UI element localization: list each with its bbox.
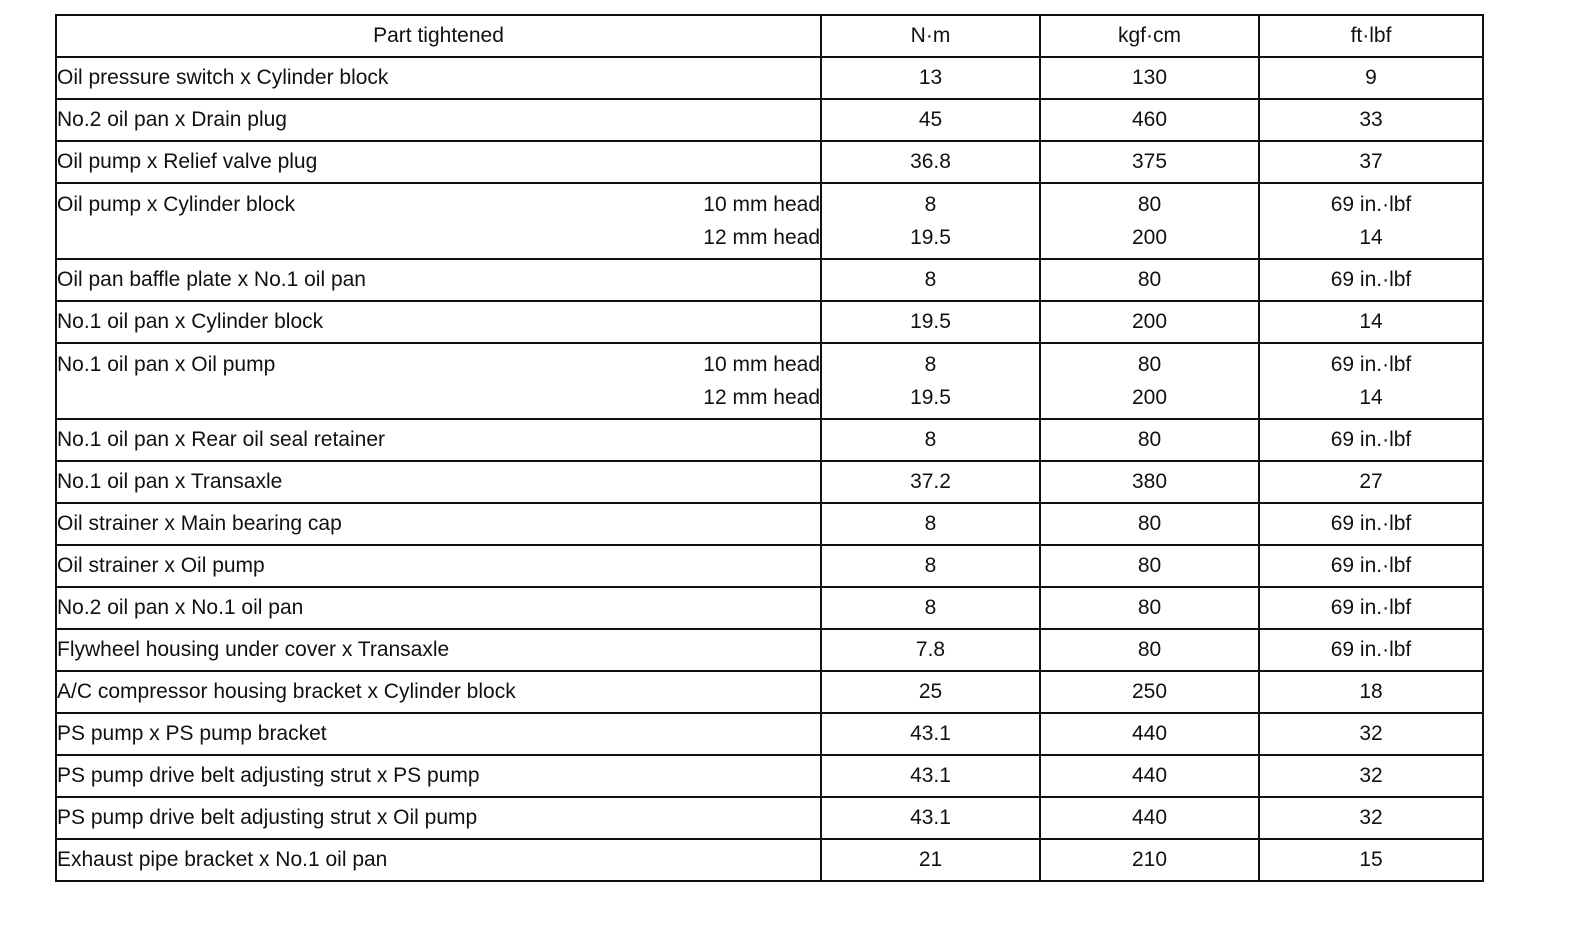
- cell-part: No.2 oil pan x Drain plug: [56, 99, 821, 141]
- cell-ft: 33: [1259, 99, 1483, 141]
- head-size-labels: [703, 188, 820, 254]
- value-kgf: 200: [1131, 226, 1168, 249]
- table-row: [56, 301, 1483, 343]
- cell-kgf: 200: [1040, 301, 1259, 343]
- table-row: [56, 343, 1483, 419]
- cell-ft: 69 in.·lbf: [1259, 503, 1483, 545]
- value-nm: 19.5: [910, 386, 951, 409]
- table-row: [56, 839, 1483, 881]
- value-ft: 14: [1359, 226, 1383, 249]
- value-ft: 69 in.·lbf: [1330, 353, 1412, 376]
- cell-ft: 69 in.·lbf: [1259, 587, 1483, 629]
- value-kgf: 200: [1131, 386, 1168, 409]
- cell-kgf: 375: [1040, 141, 1259, 183]
- value-kgf: 80: [1137, 193, 1162, 216]
- value-kgf: 80: [1137, 353, 1162, 376]
- cell-part: [56, 183, 821, 259]
- cell-part: PS pump drive belt adjusting strut x Oil pump: [56, 797, 821, 839]
- cell-kgf: 80: [1040, 629, 1259, 671]
- cell-part: Oil strainer x Oil pump: [56, 545, 821, 587]
- cell-kgf: 210: [1040, 839, 1259, 881]
- cell-kgf: 130: [1040, 57, 1259, 99]
- part-label: Oil pump x Cylinder block: [57, 193, 296, 216]
- cell-ft: [1259, 183, 1483, 259]
- cell-ft: 32: [1259, 755, 1483, 797]
- header-ft: ft·lbf: [1259, 15, 1483, 57]
- cell-part: Oil pan baffle plate x No.1 oil pan: [56, 259, 821, 301]
- cell-ft: 69 in.·lbf: [1259, 629, 1483, 671]
- cell-kgf: 440: [1040, 713, 1259, 755]
- cell-part: Oil strainer x Main bearing cap: [56, 503, 821, 545]
- cell-ft: 18: [1259, 671, 1483, 713]
- cell-nm: 8: [821, 419, 1040, 461]
- cell-nm: [821, 183, 1040, 259]
- cell-part: No.2 oil pan x No.1 oil pan: [56, 587, 821, 629]
- cell-part: No.1 oil pan x Rear oil seal retainer: [56, 419, 821, 461]
- torque-spec-table: [55, 14, 1484, 882]
- cell-nm: 8: [821, 503, 1040, 545]
- value-ft: 69 in.·lbf: [1330, 193, 1412, 216]
- cell-part: Oil pump x Relief valve plug: [56, 141, 821, 183]
- cell-part: No.1 oil pan x Cylinder block: [56, 301, 821, 343]
- value-nm: 19.5: [910, 226, 951, 249]
- table-row: [56, 545, 1483, 587]
- cell-nm: 25: [821, 671, 1040, 713]
- cell-nm: 21: [821, 839, 1040, 881]
- table-body: [56, 57, 1483, 881]
- table-row: [56, 183, 1483, 259]
- cell-nm: [821, 343, 1040, 419]
- cell-ft: 37: [1259, 141, 1483, 183]
- part-label: No.1 oil pan x Oil pump: [57, 353, 276, 376]
- cell-nm: 8: [821, 587, 1040, 629]
- cell-kgf: 440: [1040, 797, 1259, 839]
- cell-ft: 9: [1259, 57, 1483, 99]
- table-row: [56, 57, 1483, 99]
- head-size-label: 12 mm head: [703, 386, 820, 409]
- cell-part: Oil pressure switch x Cylinder block: [56, 57, 821, 99]
- cell-ft: 14: [1259, 301, 1483, 343]
- cell-kgf: 80: [1040, 587, 1259, 629]
- cell-kgf: 380: [1040, 461, 1259, 503]
- cell-nm: 7.8: [821, 629, 1040, 671]
- head-size-label: 10 mm head: [703, 353, 820, 376]
- cell-nm: 45: [821, 99, 1040, 141]
- value-nm: 8: [924, 193, 937, 216]
- cell-kgf: 80: [1040, 503, 1259, 545]
- cell-kgf: [1040, 183, 1259, 259]
- cell-kgf: [1040, 343, 1259, 419]
- cell-part: No.1 oil pan x Transaxle: [56, 461, 821, 503]
- table-row: [56, 587, 1483, 629]
- cell-kgf: 80: [1040, 545, 1259, 587]
- table-row: [56, 629, 1483, 671]
- head-size-label: 10 mm head: [703, 193, 820, 216]
- cell-part: Flywheel housing under cover x Transaxle: [56, 629, 821, 671]
- cell-nm: 13: [821, 57, 1040, 99]
- header-nm: N·m: [821, 15, 1040, 57]
- cell-ft: 32: [1259, 797, 1483, 839]
- cell-kgf: 440: [1040, 755, 1259, 797]
- table-row: [56, 503, 1483, 545]
- head-size-labels: [703, 348, 820, 414]
- table-row: [56, 419, 1483, 461]
- cell-ft: 32: [1259, 713, 1483, 755]
- cell-part: PS pump drive belt adjusting strut x PS pump: [56, 755, 821, 797]
- header-kgf: kgf·cm: [1040, 15, 1259, 57]
- value-nm: 8: [924, 353, 937, 376]
- cell-ft: [1259, 343, 1483, 419]
- table-row: [56, 797, 1483, 839]
- cell-kgf: 80: [1040, 259, 1259, 301]
- table-row: [56, 713, 1483, 755]
- cell-kgf: 250: [1040, 671, 1259, 713]
- table-row: [56, 141, 1483, 183]
- table-row: [56, 671, 1483, 713]
- cell-nm: 8: [821, 259, 1040, 301]
- cell-nm: 43.1: [821, 755, 1040, 797]
- table-row: [56, 259, 1483, 301]
- cell-nm: 43.1: [821, 797, 1040, 839]
- value-ft: 14: [1359, 386, 1383, 409]
- table-row: [56, 99, 1483, 141]
- cell-kgf: 80: [1040, 419, 1259, 461]
- cell-nm: 8: [821, 545, 1040, 587]
- cell-ft: 15: [1259, 839, 1483, 881]
- cell-kgf: 460: [1040, 99, 1259, 141]
- head-size-label: 12 mm head: [703, 226, 820, 249]
- cell-nm: 43.1: [821, 713, 1040, 755]
- cell-part: PS pump x PS pump bracket: [56, 713, 821, 755]
- table-row: [56, 461, 1483, 503]
- cell-part: Exhaust pipe bracket x No.1 oil pan: [56, 839, 821, 881]
- cell-part: A/C compressor housing bracket x Cylinder block: [56, 671, 821, 713]
- cell-nm: 37.2: [821, 461, 1040, 503]
- header-part: Part tightened: [56, 15, 821, 57]
- cell-ft: 27: [1259, 461, 1483, 503]
- cell-nm: 36.8: [821, 141, 1040, 183]
- table-row: [56, 755, 1483, 797]
- cell-nm: 19.5: [821, 301, 1040, 343]
- cell-part: [56, 343, 821, 419]
- cell-ft: 69 in.·lbf: [1259, 545, 1483, 587]
- cell-ft: 69 in.·lbf: [1259, 419, 1483, 461]
- cell-ft: 69 in.·lbf: [1259, 259, 1483, 301]
- table-header-row: [56, 15, 1483, 57]
